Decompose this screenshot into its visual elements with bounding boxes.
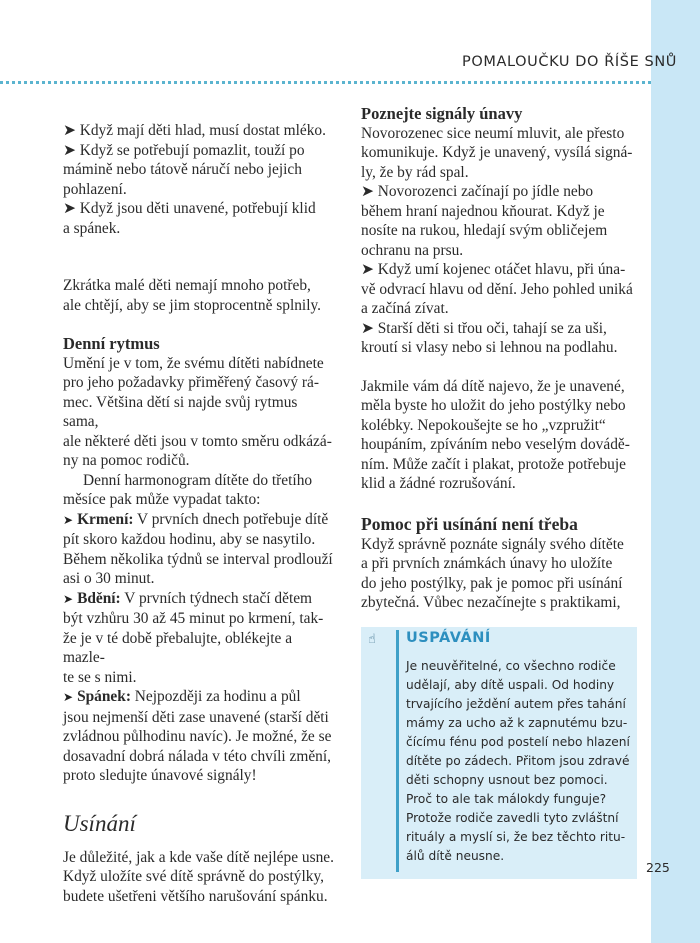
text-line: te se s nimi. xyxy=(63,668,137,686)
spacer xyxy=(361,358,637,377)
side-color-tab xyxy=(651,0,700,943)
text-line: Novorozenec sice neumí mluvit, ale přesto xyxy=(361,124,625,142)
section-heading-signals: Poznejte signály únavy xyxy=(361,104,523,123)
text-line: Když správně poznáte signály svého dítěte xyxy=(361,535,624,553)
text-line: měsíce pak může vypadat takto: xyxy=(63,491,261,508)
text-line: ly, že by rád spal. xyxy=(361,163,469,181)
text-line: Denní harmonogram dítěte do třetího xyxy=(83,471,313,489)
arrow-bullet-icon: ➤ xyxy=(63,591,74,606)
text-line: Umění je v tom, že svému dítěti nabídnete xyxy=(63,354,324,372)
term-label: Spánek: xyxy=(77,688,131,705)
text-line: mec. Většina dětí si najde svůj rytmus sama, xyxy=(63,393,298,430)
text-line: a spánek. xyxy=(63,219,121,237)
text-line: děti schopny usnout bez pomoci. xyxy=(406,773,608,787)
help-paragraph xyxy=(361,535,637,613)
text-line: dosavadní dobrá nálada v této chvíli změní, xyxy=(63,747,331,765)
thumbs-up-hand-icon: ☝ xyxy=(368,632,376,647)
arrow-bullet-icon: ➤ xyxy=(63,512,74,527)
intro-list xyxy=(63,121,335,238)
tip-box-rule xyxy=(396,630,399,872)
text-line: a při prvních známkách únavy ho uložíte xyxy=(361,555,613,572)
text-line: ➤ Když mají děti hlad, musí dostat mléko. xyxy=(63,122,326,139)
text-line: měla byste ho uložit do jeho postýlky nebo xyxy=(361,397,626,414)
text-line: ➤ Starší děti si třou oči, tahají se za uši, xyxy=(361,319,607,337)
text-line: ➤ Když jsou děti unavené, potřebují klid xyxy=(63,200,316,217)
text-line xyxy=(63,687,335,708)
text-line: udělají, aby dítě uspali. Od hodiny xyxy=(406,678,615,692)
text-line: ➤ Když se potřebují pomazlit, touží po xyxy=(63,141,305,159)
text-line: ochranu na prsu. xyxy=(361,241,464,259)
right-column xyxy=(361,104,637,613)
text-line: Jakmile vám dá dítě najevo, že je unavené, xyxy=(361,377,625,395)
text-line: ➤ Novorozenci začínají po jídle nebo xyxy=(361,183,594,200)
text-line: Když uložíte své dítě správně do postýlky, xyxy=(63,868,325,885)
text-line xyxy=(63,589,335,610)
text-line: zvládnou půlhodinu navíc). Je možné, že se xyxy=(63,728,332,745)
text-line xyxy=(63,510,335,531)
term-label: Krmení: xyxy=(77,510,134,528)
dotted-divider xyxy=(0,81,651,84)
text-line: klid a žádné rozrušování. xyxy=(361,475,516,492)
text-line: ale chtějí, aby se jim stoprocentně splnily. xyxy=(63,296,322,314)
section-heading-rhythm: Denní rytmus xyxy=(63,334,160,353)
text-line: ním. Může začít i plakat, protože potřebuje xyxy=(361,455,626,473)
arrow-bullet-icon: ➤ xyxy=(63,690,74,704)
tip-box-title: USPÁVÁNÍ xyxy=(406,630,491,646)
text-line: nosíte na rukou, hledají svým obličejem xyxy=(361,222,608,239)
text-line: Protože rodiče zavedli tyto zvláštní xyxy=(406,811,619,825)
text-line: jsou nejmenší děti zase unavené (starší děti xyxy=(63,708,329,726)
text-line: ale některé děti jsou v tomto směru odkázá- xyxy=(63,432,332,450)
text-line: kolébky. Nepokoušejte se ho „vzpružit“ xyxy=(361,416,606,434)
text-line: komunikuje. Když je unavený, vysílá signá- xyxy=(361,144,633,161)
text-line: během hraní najednou kňourat. Když je xyxy=(361,202,605,220)
text-line: Proč to ale tak málokdy funguje? xyxy=(406,792,607,806)
term-text: V prvních týdnech stačí dětem xyxy=(120,589,313,607)
term-label: Bdění: xyxy=(77,589,121,607)
summary-paragraph xyxy=(63,276,335,315)
krmeni-item xyxy=(63,510,335,589)
text-line: pro jeho požadavky přiměřený časový rá- xyxy=(63,374,319,391)
text-line: Je neuvěřitelné, co všechno rodiče xyxy=(406,659,616,673)
text-line: asi o 30 minut. xyxy=(63,570,155,587)
section-heading-usinani: Usínání xyxy=(63,810,136,836)
text-line: čícímu fénu pod postelí nebo hlazení xyxy=(406,735,630,749)
section-heading-help: Pomoc při usínání není třeba xyxy=(361,513,578,534)
text-line: dítěte po zádech. Přitom jsou zdravé xyxy=(406,754,630,768)
text-line: ny na pomoc rodičů. xyxy=(63,452,190,469)
term-text: V prvních dnech potřebuje dítě xyxy=(133,510,329,528)
tip-box-body xyxy=(406,657,632,866)
text-line: mámině nebo tátově náručí nebo jejich xyxy=(63,161,302,178)
running-head: POMALOUČKU DO ŘÍŠE SNŮ xyxy=(462,54,678,70)
signals-paragraph xyxy=(361,124,637,358)
text-line: Zkrátka malé děti nemají mnoho potřeb, xyxy=(63,277,311,294)
text-line: vě odvrací hlavu od dění. Jeho pohled uniká xyxy=(361,280,633,298)
text-line: že je v té době přebalujte, oblékejte a mazle- xyxy=(63,629,293,666)
text-line: Během několika týdnů se interval prodlouží xyxy=(63,550,333,568)
text-line: Je důležité, jak a kde vaše dítě nejlépe usne. xyxy=(63,848,334,866)
text-line: proto sledujte únavové signály! xyxy=(63,767,257,784)
text-line: mámy za ucho až k zapnutému bzu- xyxy=(406,716,628,730)
left-column xyxy=(63,121,335,906)
text-line: pohlazení. xyxy=(63,180,127,198)
text-line: rituály a myslí si, že bez těchto ritu- xyxy=(406,830,626,844)
text-line: pít skoro každou hodinu, aby se nasytilo. xyxy=(63,531,316,548)
spacer xyxy=(63,257,335,276)
spacer xyxy=(63,315,335,334)
text-line: a začíná zívat. xyxy=(361,300,449,317)
text-line: být vzhůru 30 až 45 minut po krmení, tak- xyxy=(63,610,324,627)
text-line: houpáním, zpíváním nebo veselým dovádě- xyxy=(361,436,630,453)
spanek-item xyxy=(63,687,335,786)
text-line: trvajícího ježdění autem přes tahání xyxy=(406,697,626,711)
usinani-paragraph xyxy=(63,848,335,907)
text-line: zbytečná. Vůbec nezačínejte s praktikami, xyxy=(361,594,621,611)
text-line: budete ušetřeni většího narušování spánku. xyxy=(63,887,328,905)
page-number: 225 xyxy=(646,860,670,875)
text-line: álů dítě neusne. xyxy=(406,849,505,863)
text-line: do jeho postýlky, pak je pomoc při usínání xyxy=(361,574,623,592)
spacer xyxy=(361,494,637,513)
rhythm-paragraph xyxy=(63,354,335,471)
bdeni-item xyxy=(63,589,335,688)
text-line: ➤ Když umí kojenec otáčet hlavu, při úna- xyxy=(361,261,626,278)
signals-after-paragraph xyxy=(361,377,637,494)
text-line: kroutí si vlasy nebo si lehnou na podlahu. xyxy=(361,339,618,356)
spacer xyxy=(63,238,335,257)
term-text: Nejpozději za hodinu a půl xyxy=(130,688,301,705)
harmonogram-paragraph xyxy=(63,471,335,510)
